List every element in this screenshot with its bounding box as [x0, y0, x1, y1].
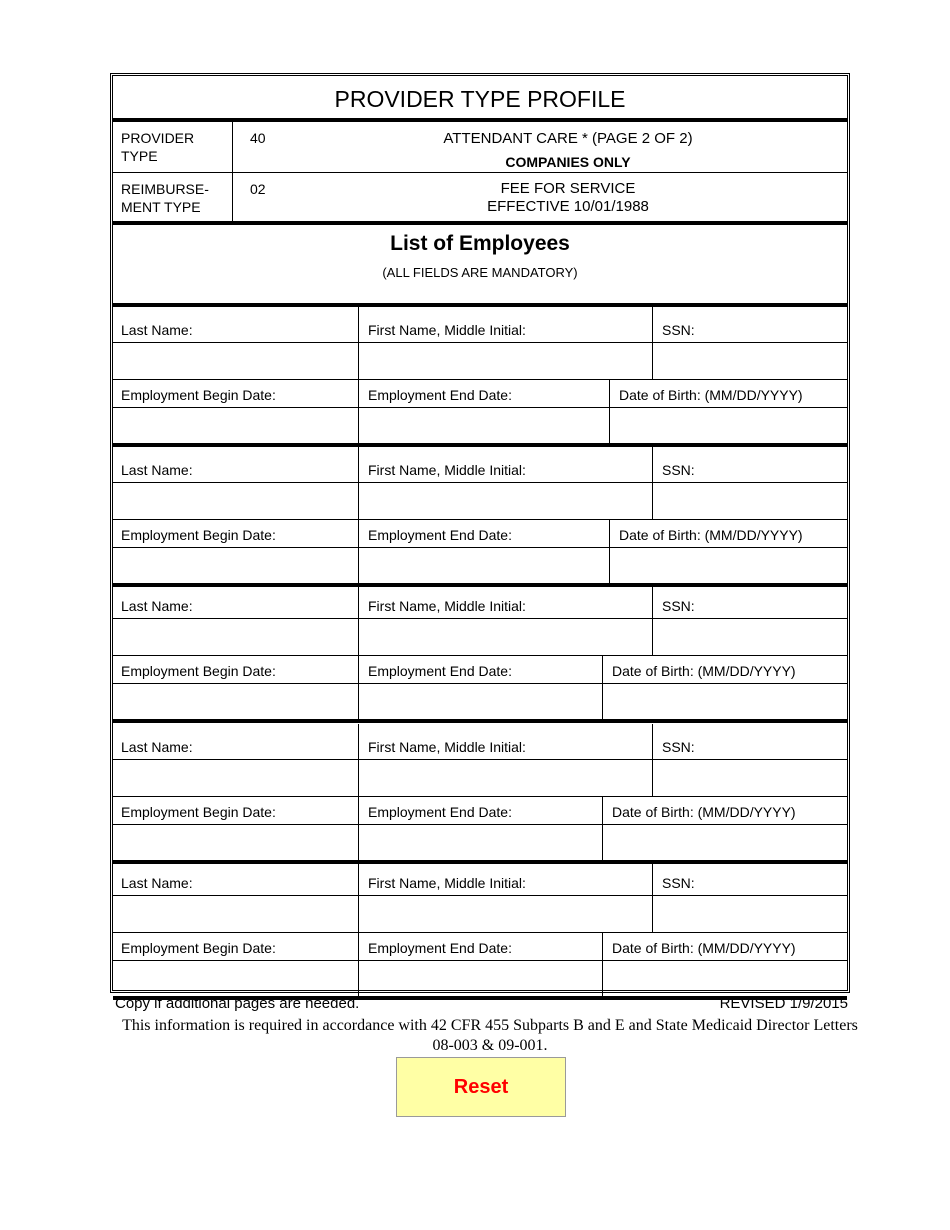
- divider: [113, 960, 847, 961]
- end-date-label: Employment End Date:: [368, 527, 512, 543]
- divider: [113, 519, 847, 520]
- divider: [113, 618, 847, 619]
- provider-type-code: 40: [250, 130, 266, 146]
- begin-date-input[interactable]: [114, 685, 358, 719]
- ssn-label: SSN:: [662, 322, 695, 338]
- last-name-label: Last Name:: [121, 462, 193, 478]
- divider: [113, 655, 847, 656]
- last-name-input[interactable]: [114, 897, 358, 932]
- dob-label: Date of Birth: (MM/DD/YYYY): [619, 527, 803, 543]
- section-title: List of Employees: [390, 232, 570, 255]
- form-title: PROVIDER TYPE PROFILE: [334, 86, 626, 112]
- last-name-label: Last Name:: [121, 875, 193, 891]
- provider-type-subtitle: COMPANIES ONLY: [505, 154, 631, 170]
- divider: [113, 932, 847, 933]
- divider: [113, 342, 847, 343]
- dob-input[interactable]: [610, 409, 847, 443]
- divider: [113, 824, 847, 825]
- employee-block: [113, 860, 847, 996]
- dob-label: Date of Birth: (MM/DD/YYYY): [612, 663, 796, 679]
- first-name-input[interactable]: [359, 620, 651, 655]
- reimbursement-type-description: FEE FOR SERVICE EFFECTIVE 10/01/1988: [487, 180, 649, 215]
- end-date-label: Employment End Date:: [368, 940, 512, 956]
- divider: [113, 759, 847, 760]
- end-date-input[interactable]: [359, 549, 608, 583]
- divider: [113, 719, 847, 723]
- first-name-input[interactable]: [359, 484, 651, 519]
- copy-note: Copy if additional pages are needed.: [115, 995, 360, 1012]
- dob-input[interactable]: [603, 685, 847, 719]
- end-date-input[interactable]: [359, 826, 601, 860]
- end-date-label: Employment End Date:: [368, 804, 512, 820]
- ssn-label: SSN:: [662, 598, 695, 614]
- dob-input[interactable]: [603, 826, 847, 860]
- last-name-input[interactable]: [114, 620, 358, 655]
- begin-date-label: Employment Begin Date:: [121, 804, 276, 820]
- divider: [113, 482, 847, 483]
- ssn-input[interactable]: [653, 897, 846, 932]
- last-name-label: Last Name:: [121, 598, 193, 614]
- revised-date: REVISED 1/9/2015: [719, 995, 848, 1012]
- ssn-input[interactable]: [653, 484, 846, 519]
- employee-block: [113, 583, 847, 719]
- end-date-input[interactable]: [359, 409, 608, 443]
- employee-block: [113, 447, 847, 583]
- provider-type-label: PROVIDER TYPE: [121, 130, 195, 164]
- dob-label: Date of Birth: (MM/DD/YYYY): [619, 387, 803, 403]
- begin-date-label: Employment Begin Date:: [121, 940, 276, 956]
- ssn-input[interactable]: [653, 344, 846, 379]
- divider: [113, 379, 847, 380]
- begin-date-input[interactable]: [114, 962, 358, 996]
- begin-date-input[interactable]: [114, 409, 358, 443]
- legal-notice: This information is required in accordance with 42 CFR 455 Subparts B and E and State Medicaid Director Letters 08-003 & 09-001.: [122, 1017, 858, 1054]
- divider: [113, 796, 847, 797]
- last-name-label: Last Name:: [121, 739, 193, 755]
- divider: [113, 221, 847, 225]
- divider: [113, 683, 847, 684]
- begin-date-label: Employment Begin Date:: [121, 387, 276, 403]
- ssn-input[interactable]: [653, 761, 846, 796]
- dob-input[interactable]: [610, 549, 847, 583]
- first-name-input[interactable]: [359, 344, 651, 379]
- ssn-label: SSN:: [662, 462, 695, 478]
- reimbursement-type-code: 02: [250, 181, 266, 197]
- last-name-input[interactable]: [114, 761, 358, 796]
- first-name-input[interactable]: [359, 761, 651, 796]
- divider: [113, 118, 847, 122]
- last-name-input[interactable]: [114, 344, 358, 379]
- last-name-label: Last Name:: [121, 322, 193, 338]
- provider-type-profile-form: [110, 73, 850, 993]
- begin-date-input[interactable]: [114, 826, 358, 860]
- reimbursement-type-label: REIMBURSE- MENT TYPE: [121, 181, 209, 215]
- divider: [113, 407, 847, 408]
- end-date-label: Employment End Date:: [368, 663, 512, 679]
- divider: [113, 547, 847, 548]
- first-name-label: First Name, Middle Initial:: [368, 598, 526, 614]
- first-name-label: First Name, Middle Initial:: [368, 739, 526, 755]
- ssn-label: SSN:: [662, 875, 695, 891]
- first-name-label: First Name, Middle Initial:: [368, 322, 526, 338]
- end-date-input[interactable]: [359, 962, 601, 996]
- dob-label: Date of Birth: (MM/DD/YYYY): [612, 940, 796, 956]
- end-date-label: Employment End Date:: [368, 387, 512, 403]
- provider-type-description: ATTENDANT CARE * (PAGE 2 OF 2): [443, 130, 693, 147]
- first-name-label: First Name, Middle Initial:: [368, 875, 526, 891]
- last-name-input[interactable]: [114, 484, 358, 519]
- first-name-label: First Name, Middle Initial:: [368, 462, 526, 478]
- reset-button[interactable]: Reset: [396, 1057, 566, 1117]
- divider: [113, 172, 847, 173]
- begin-date-label: Employment Begin Date:: [121, 527, 276, 543]
- begin-date-input[interactable]: [114, 549, 358, 583]
- employee-block: [113, 724, 847, 860]
- ssn-label: SSN:: [662, 739, 695, 755]
- ssn-input[interactable]: [653, 620, 846, 655]
- dob-label: Date of Birth: (MM/DD/YYYY): [612, 804, 796, 820]
- divider: [113, 895, 847, 896]
- begin-date-label: Employment Begin Date:: [121, 663, 276, 679]
- dob-input[interactable]: [603, 962, 847, 996]
- first-name-input[interactable]: [359, 897, 651, 932]
- section-subtitle: (ALL FIELDS ARE MANDATORY): [382, 265, 578, 280]
- end-date-input[interactable]: [359, 685, 601, 719]
- employee-block: [113, 307, 847, 443]
